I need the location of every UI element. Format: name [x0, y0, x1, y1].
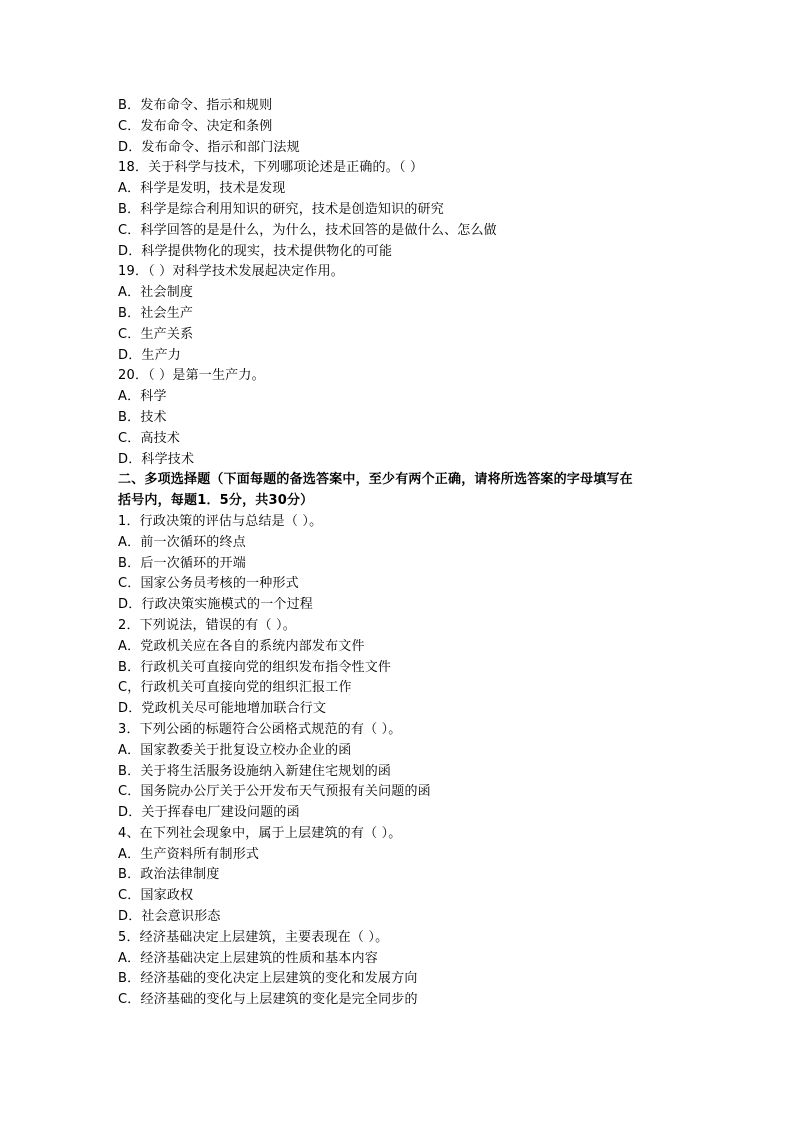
- text-line: D．科学提供物化的现实，技术提供物化的可能: [118, 243, 393, 259]
- text-line: C．高技术: [118, 430, 181, 446]
- text-line: D．党政机关尽可能地增加联合行文: [118, 701, 327, 717]
- text-line: B．发布命令、指示和规则: [118, 98, 273, 113]
- text-line: A．社会制度: [118, 285, 194, 301]
- text-line: A．党政机关应在各自的系统内部发布文件: [118, 638, 365, 654]
- text-line: B．技术: [118, 409, 167, 425]
- text-line: C．国务院办公厅关于公开发布天气预报有关问题的函: [118, 784, 431, 800]
- text-line: D．社会意识形态: [118, 909, 221, 925]
- text-line: A．生产资料所有制形式: [118, 846, 260, 862]
- text-line: D．关于挥春电厂建设问题的函: [118, 805, 300, 821]
- question-1: 1．行政决策的评估与总结是（ ）。: [118, 513, 323, 529]
- question-20: 20．（ ）是第一生产力。: [118, 368, 265, 384]
- text-line: B．社会生产: [118, 305, 194, 321]
- text-line: A．科学: [118, 389, 167, 405]
- text-line: B．政治法律制度: [118, 867, 220, 883]
- text-line: C．国家政权: [118, 888, 194, 904]
- text-line: C．生产关系: [118, 326, 194, 342]
- text-line: C．发布命令、决定和条例: [118, 118, 273, 134]
- question-block-after: [118, 512, 698, 1011]
- document-page: [118, 96, 698, 1011]
- text-line: A．国家教委关于批复设立校办企业的函: [118, 742, 352, 758]
- text-line: B．行政机关可直接向党的组织发布指令性文件: [118, 659, 392, 675]
- text-line: A．科学是发明，技术是发现: [118, 181, 286, 197]
- question-block-before: [118, 96, 698, 470]
- question-5: 5．经济基础决定上层建筑，主要表现在（ ）。: [118, 929, 389, 945]
- text-line: C．科学回答的是是什么，为什么，技术回答的是做什么、怎么做: [118, 222, 497, 238]
- text-line: D．发布命令、指示和部门法规: [118, 139, 300, 155]
- text-line: A．经济基础决定上层建筑的性质和基本内容: [118, 950, 378, 966]
- section-heading-line-2: 括号内，每题1．5分，共30分）: [118, 493, 314, 509]
- text-line: C．国家公务员考核的一种形式: [118, 576, 299, 592]
- section-heading-line-1: 二、多项选择题（下面每题的备选答案中，至少有两个正确，请将所选答案的字母填写在: [118, 472, 633, 488]
- text-line: C，行政机关可直接向党的组织汇报工作: [118, 680, 352, 696]
- text-line: B．经济基础的变化决定上层建筑的变化和发展方向: [118, 971, 418, 987]
- question-18: 18．关于科学与技术，下列哪项论述是正确的。（ ）: [118, 160, 424, 176]
- text-line: D．生产力: [118, 347, 182, 363]
- text-line: C．经济基础的变化与上层建筑的变化是完全同步的: [118, 992, 418, 1008]
- text-line: B．科学是综合利用知识的研究，技术是创造知识的研究: [118, 201, 444, 217]
- question-2: 2．下列说法，错误的有（ ）。: [118, 617, 296, 633]
- question-4: 4、在下列社会现象中，属于上层建筑的有（ ）。: [118, 825, 402, 841]
- question-3: 3．下列公函的标题符合公函格式规范的有（ ）。: [118, 721, 402, 737]
- text-line: B．后一次循环的开端: [118, 555, 246, 571]
- text-line: D．科学技术: [118, 451, 195, 467]
- text-line: D．行政决策实施模式的一个过程: [118, 597, 314, 613]
- question-19: 19．（ ）对科学技术发展起决定作用。: [118, 264, 344, 280]
- text-line: A．前一次循环的终点: [118, 534, 246, 550]
- section-heading: [118, 470, 698, 512]
- text-line: B．关于将生活服务设施纳入新建住宅规划的函: [118, 763, 392, 779]
